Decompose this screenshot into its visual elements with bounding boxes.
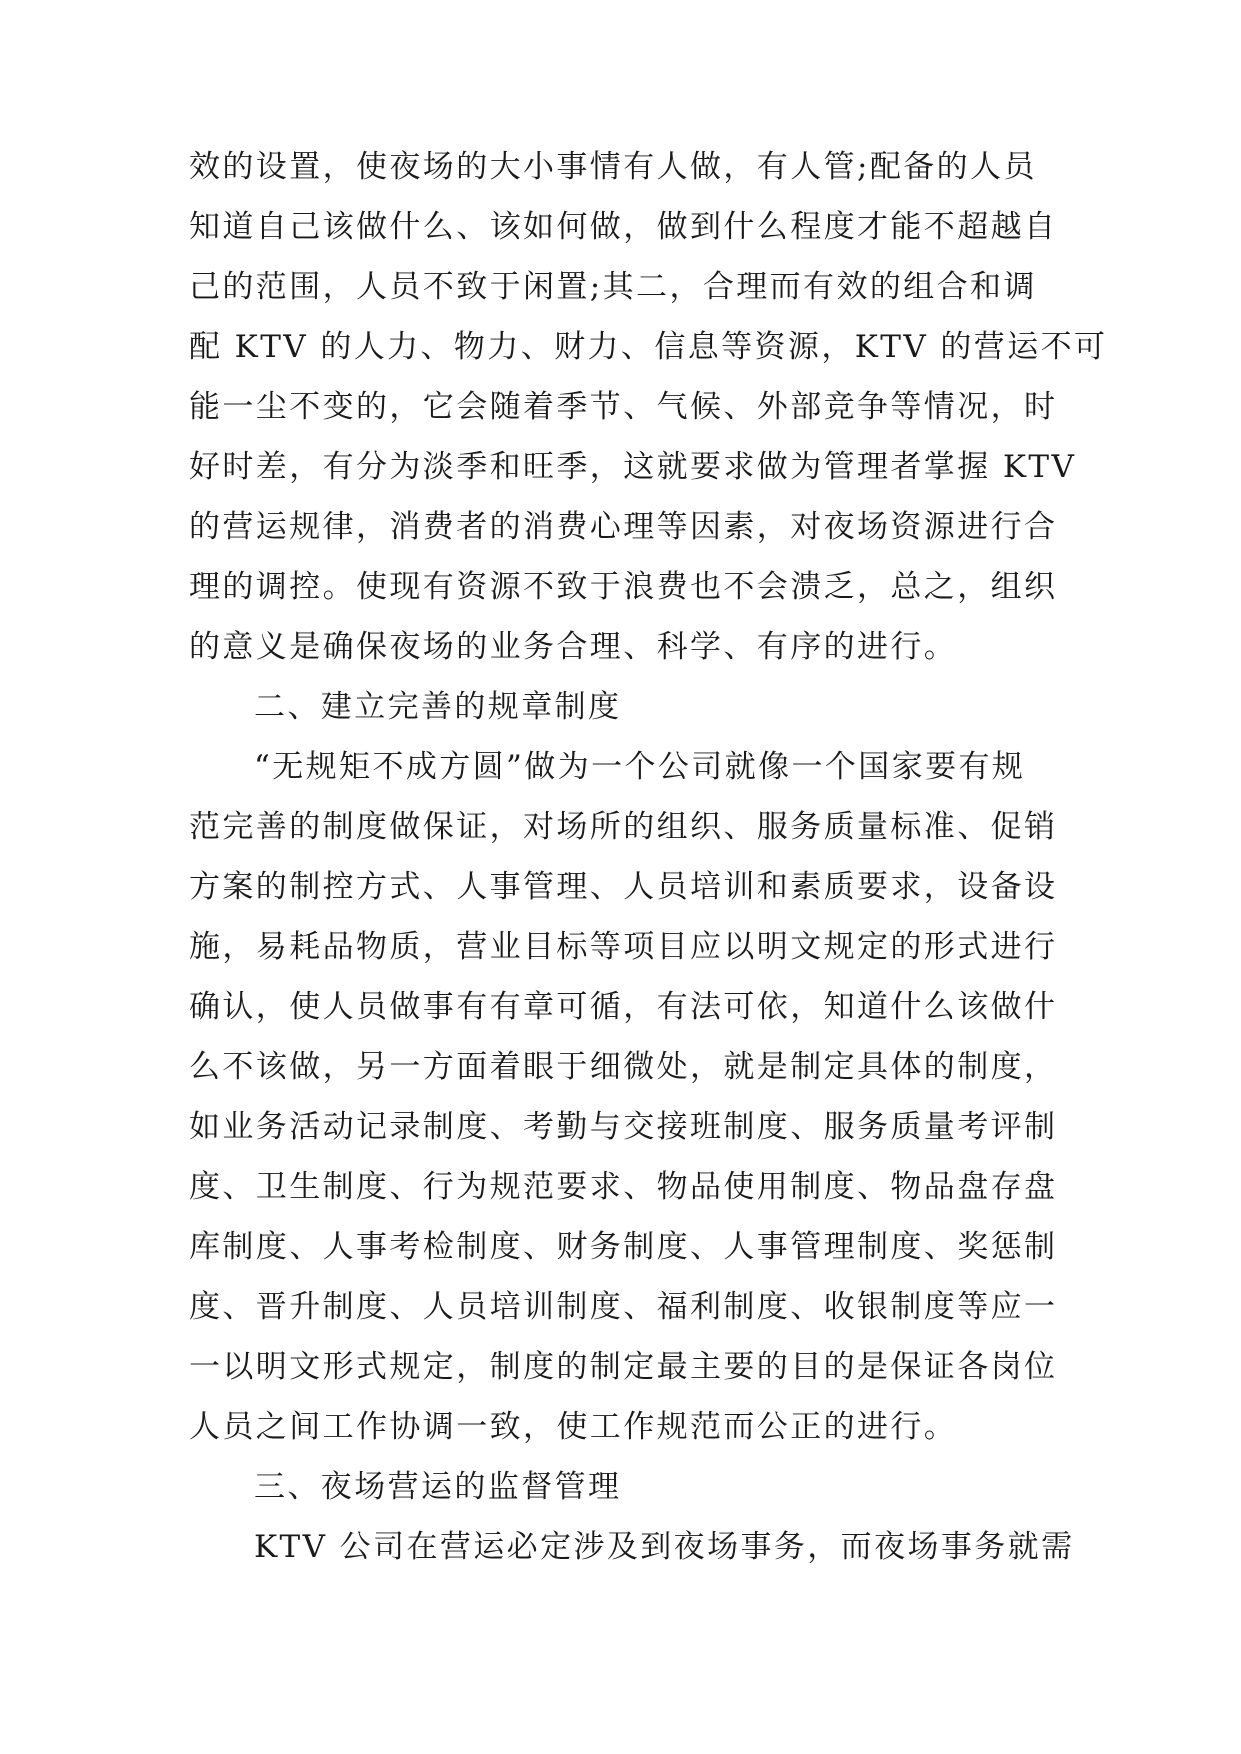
text-line: 理的调控。使现有资源不致于浪费也不会溃乏，总之，组织	[189, 569, 1058, 605]
paragraph-first-line: “无规矩不成方圆”做为一个公司就像一个国家要有规	[254, 749, 1026, 785]
text-line: 效的设置，使夜场的大小事情有人做，有人管;配备的人员	[189, 149, 1037, 185]
text-line: 度、卫生制度、行为规范要求、物品使用制度、物品盘存盘	[189, 1169, 1058, 1205]
text-line: 己的范围，人员不致于闲置;其二，合理而有效的组合和调	[189, 269, 1037, 305]
text-line: 度、晋升制度、人员培训制度、福利制度、收银制度等应一	[189, 1289, 1058, 1325]
text-line: 如业务活动记录制度、考勤与交接班制度、服务质量考评制	[189, 1109, 1058, 1145]
text-line: 施，易耗品物质，营业目标等项目应以明文规定的形式进行	[189, 929, 1058, 965]
text-line: 好时差，有分为淡季和旺季，这就要求做为管理者掌握 KTV	[189, 449, 1077, 485]
text-line: 知道自己该做什么、该如何做，做到什么程度才能不超越自	[189, 209, 1058, 245]
text-line: 库制度、人事考检制度、财务制度、人事管理制度、奖惩制	[189, 1229, 1058, 1265]
paragraph-first-line: KTV 公司在营运必定涉及到夜场事务，而夜场事务就需	[254, 1529, 1075, 1565]
text-line: 方案的制控方式、人事管理、人员培训和素质要求，设备设	[189, 869, 1058, 905]
text-line: 人员之间工作协调一致，使工作规范而公正的进行。	[189, 1409, 958, 1445]
section-heading: 二、建立完善的规章制度	[254, 689, 622, 725]
text-line: 确认，使人员做事有有章可循，有法可依，知道什么该做什	[189, 989, 1058, 1025]
text-line: 么不该做，另一方面着眼于细微处，就是制定具体的制度，	[189, 1049, 1058, 1085]
text-line: 的营运规律，消费者的消费心理等因素，对夜场资源进行合	[189, 509, 1058, 545]
text-line: 一以明文形式规定，制度的制定最主要的目的是保证各岗位	[189, 1349, 1058, 1385]
section-heading: 三、夜场营运的监督管理	[254, 1469, 622, 1505]
text-line: 范完善的制度做保证，对场所的组织、服务质量标准、促销	[189, 809, 1058, 845]
text-line: 能一尘不变的，它会随着季节、气候、外部竞争等情况，时	[189, 389, 1058, 425]
text-line: 配 KTV 的人力、物力、财力、信息等资源，KTV 的营运不可	[189, 329, 1108, 365]
text-line: 的意义是确保夜场的业务合理、科学、有序的进行。	[189, 629, 958, 665]
